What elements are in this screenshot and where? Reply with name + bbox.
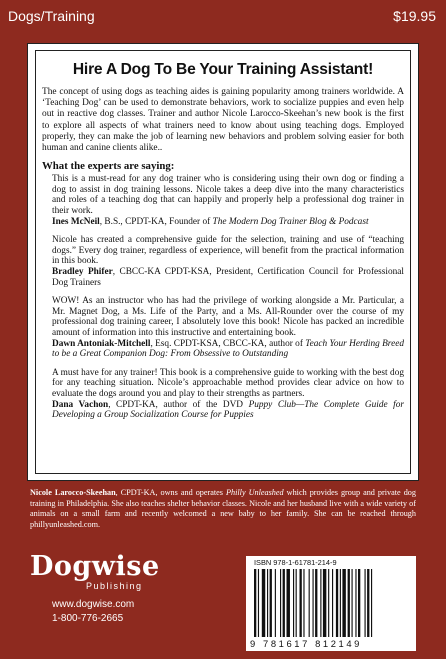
reviewer-work: Puppy Club—The Complete Guide for Developing a Group Socialization Course for Puppies: [52, 399, 404, 421]
isbn-barcode: [246, 556, 416, 651]
bio-text-1: , CPDT-KA, owns and operates: [115, 488, 227, 497]
review-attribution: [52, 400, 404, 421]
review-text: A must have for any trainer! This book is a comprehensive guide to working with the best dog for any teaching situation. Nicole’s approachable method provides clear advice on how to evaluate the dogs around you and play to their strengths as partners.: [52, 367, 404, 399]
top-bar: [0, 0, 446, 32]
author-name: Nicole Larocco-Skeehan: [30, 488, 116, 497]
review-2: [52, 235, 404, 288]
description-panel: [27, 43, 419, 481]
category-label: Dogs/Training: [8, 8, 95, 24]
logo-subtitle: Publishing: [86, 581, 143, 591]
reviewer-name: Dawn Antoniak-Mitchell: [52, 338, 151, 349]
barcode-icon: [254, 569, 408, 637]
logo-wordmark: Dogwise: [30, 551, 160, 582]
business-name: Philly Unleashed: [226, 488, 284, 497]
reviewer-title: , CPDT-KA, author of the DVD: [108, 399, 249, 410]
reviewer-name: Ines McNeil: [52, 216, 100, 227]
reviewer-work: The Modern Dog Trainer Blog & Podcast: [212, 216, 369, 227]
reviewer-title: , CBCC-KA CPDT-KSA, President, Certification Council for Professional Dog Trainers: [52, 266, 404, 288]
bio-text-2: which provides group and private dog training in Philadelphia. She also teaches shelter behavior classes. Nicole and her husband live with a wide variety of animals on a small farm and recently welcomed a new baby to her family. She can be reached through phillyunleashed.com.: [30, 488, 416, 529]
isbn-label: ISBN 978-1-61781-214-9: [254, 558, 337, 567]
review-attribution: [52, 217, 404, 228]
publisher-logo: [30, 552, 158, 592]
description-panel-inner: [35, 50, 411, 474]
review-3: [52, 296, 404, 360]
reviewer-name: Bradley Phifer: [52, 266, 113, 277]
review-text: WOW! As an instructor who has had the privilege of working alongside a Mr. Particular, a Mr. Magnet Dog, a Ms. Life of the Party, and a Ms. All-Rounder over the course of my professional dog training career, I absolutely love this book! Nicole has packed an incredible amount of information into this instructive and entertaining book.: [52, 296, 404, 338]
publisher-phone: 1-800-776-2665: [52, 613, 124, 624]
reviewer-title: , Esq. CPDT-KSA, CBCC-KA, author of: [150, 338, 306, 349]
price-label: $19.95: [393, 8, 436, 24]
review-attribution: [52, 339, 404, 360]
review-1: [52, 174, 404, 227]
reviewer-name: Dana Vachon: [52, 399, 109, 410]
review-text: Nicole has created a comprehensive guide for the selection, training and use of “teaching dogs.” Every dog trainer, regardless of experience, will benefit from the practical information in this book.: [52, 235, 404, 267]
reviewer-work: Teach Your Herding Breed to be a Great Companion Dog: From Obsessive to Outstanding: [52, 338, 404, 360]
experts-heading: What the experts are saying:: [42, 160, 175, 173]
publisher-url[interactable]: www.dogwise.com: [52, 599, 135, 610]
review-text: This is a must-read for any dog trainer who is considering using their own dog or finding a dog to assist in dog training lessons. Nicole takes a deep dive into the many characteristics and roles of a teaching dog that can happily and properly help a professional dog trainer in their work.: [52, 174, 404, 216]
headline: Hire A Dog To Be Your Training Assistant!: [72, 61, 374, 78]
barcode-digits: 9 781617 812149: [250, 638, 362, 649]
reviewer-title: , B.S., CPDT-KA, Founder of: [99, 216, 213, 227]
review-4: [52, 368, 404, 421]
author-bio: [30, 488, 416, 530]
review-attribution: [52, 267, 404, 288]
intro-paragraph: The concept of using dogs as teaching aides is gaining popularity among trainers worldwide. A ‘Teaching Dog’ can be used to demonstrate behaviors, work to socialize puppies and even help out in reactive dog classes. Trainer and author Nicole Larocco-Skeehan’s new book is the first to explore all aspects of what trainers need to know about using teaching dogs. Employed properly, they can make the job of learning new behaviors and problem solving easier for both human and canine clients alike..: [42, 87, 404, 154]
